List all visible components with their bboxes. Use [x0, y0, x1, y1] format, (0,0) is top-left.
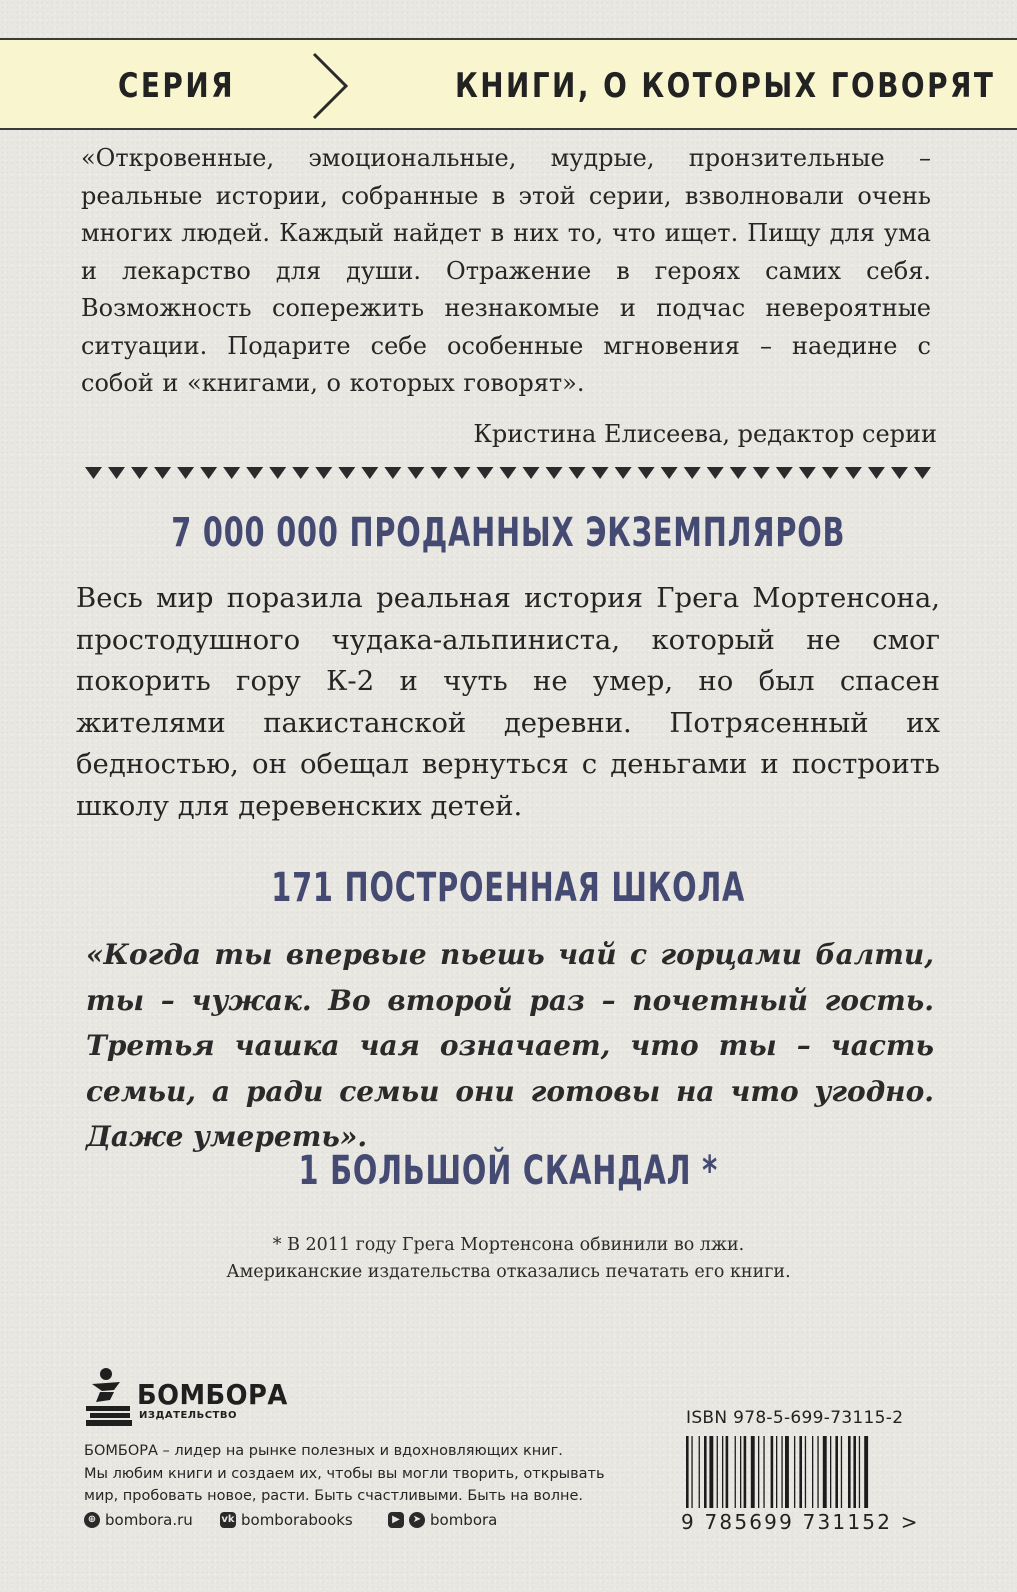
barcode-bar [686, 1436, 689, 1508]
divider-triangle [546, 467, 563, 479]
headline-sold-copies: 7 000 000 ПРОДАННЫХ ЭКЗЕМПЛЯРОВ [171, 510, 846, 556]
barcode-icon [686, 1436, 908, 1512]
editor-signature: Кристина Елисеева, редактор серии [473, 420, 937, 448]
editor-quote: «Откровенные, эмоциональные, мудрые, пронзительные – реальные истории, собранные в этой серии, взволновали очень многих людей. Каждый найдет в них то, что ищет. Пищу для ума и лекарство для души. Отражение в героях самих себя. Возможность сопережить незнакомые и подчас невероятные ситуации. Подарите себе особенные мгновения – наедине с собой и «книгами, о которых говорят». [81, 144, 931, 397]
headline-schools: 171 ПОСТРОЕННАЯ ШКОЛА [271, 865, 746, 911]
divider-triangle [407, 467, 424, 479]
barcode-bar [864, 1436, 868, 1508]
barcode-bar [853, 1436, 856, 1508]
divider-triangle [569, 467, 586, 479]
divider-triangle [868, 467, 885, 479]
divider-triangle [499, 467, 516, 479]
footnote-line-1: * В 2011 году Грега Мортенсона обвинили во лжи. [272, 1235, 745, 1255]
divider-triangle [85, 467, 102, 479]
divider-triangle [338, 467, 355, 479]
divider-triangle [914, 467, 931, 479]
divider-triangle [822, 467, 839, 479]
barcode-bar [812, 1436, 813, 1508]
telegram-icon: ➤ [409, 1512, 425, 1528]
chevron-right-icon [308, 50, 352, 122]
blurb-line: Мы любим книги и создаем их, чтобы вы могли творить, открывать [84, 1465, 605, 1482]
barcode-bar [830, 1436, 831, 1508]
publisher-logo-subtitle: ИЗДАТЕЛЬСТВО [139, 1410, 237, 1421]
barcode-bar [794, 1436, 795, 1508]
barcode-bar [704, 1436, 707, 1508]
series-name: КНИГИ, О КОТОРЫХ ГОВОРЯТ [455, 66, 996, 106]
barcode-bar [771, 1436, 774, 1508]
divider-triangle [592, 467, 609, 479]
barcode-bar [817, 1436, 818, 1508]
tea-quote: «Когда ты впервые пьешь чай с горцами балти, ты – чужак. Во второй раз – почетный гость. Третья чашка чая означает, что ты – часть семьи, а ради семьи они готовы на что угодно. Даже умереть». [86, 938, 934, 1153]
barcode-bar [758, 1436, 759, 1508]
barcode-bar [785, 1436, 789, 1508]
triangle-divider [82, 465, 934, 481]
divider-triangle [384, 467, 401, 479]
divider-triangle [891, 467, 908, 479]
social-youtube-telegram-text: bombora [430, 1511, 498, 1529]
barcode-digits: 9 785699 731152 > [681, 1510, 920, 1534]
social-website-text: bombora.ru [105, 1511, 193, 1529]
divider-triangle [615, 467, 632, 479]
globe-icon: ⊕ [84, 1512, 100, 1528]
divider-triangle [707, 467, 724, 479]
barcode-bar [835, 1436, 838, 1508]
story-paragraph: Весь мир поразила реальная история Грега Мортенсона, простодушного чудака-альпиниста, который не смог покорить гору К-2 и чуть не умер, но был спасен жителями пакистанской деревни. Потрясенный их бедностью, он обещал вернуться с деньгами и построить школу для деревенских детей. [76, 582, 940, 822]
barcode-bar [859, 1436, 860, 1508]
divider-triangle [661, 467, 678, 479]
barcode-bar [709, 1436, 713, 1508]
divider-triangle [638, 467, 655, 479]
divider-triangle [730, 467, 747, 479]
barcode-bar [799, 1436, 802, 1508]
divider-triangle [108, 467, 125, 479]
divider-triangle [154, 467, 171, 479]
barcode-bar [776, 1436, 777, 1508]
blurb-line: мир, пробовать новое, расти. Быть счастливыми. Быть на волне. [84, 1488, 584, 1504]
barcode-bar [691, 1436, 692, 1508]
publisher-logo-name: БОМБОРА [137, 1378, 288, 1411]
social-vk-text: bomborabooks [241, 1511, 353, 1529]
divider-triangle [269, 467, 286, 479]
divider-triangle [223, 467, 240, 479]
social-youtube-telegram[interactable] [388, 1511, 497, 1529]
barcode-bar [726, 1436, 729, 1508]
divider-triangle [177, 467, 194, 479]
barcode-bar [717, 1436, 718, 1508]
publisher-blurb [84, 1440, 644, 1508]
isbn-label: ISBN 978-5-699-73115-2 [686, 1408, 904, 1428]
divider-triangle [476, 467, 493, 479]
barcode-bar [735, 1436, 736, 1508]
barcode-bar [805, 1436, 806, 1508]
barcode-bar [744, 1436, 747, 1508]
divider-triangle [430, 467, 447, 479]
barcode-bar [841, 1436, 842, 1508]
bombora-logo-icon [84, 1366, 134, 1428]
series-label: СЕРИЯ [118, 66, 236, 106]
footnote-line-2: Американские издательства отказались печатать его книги. [226, 1262, 791, 1282]
vk-icon: vk [220, 1512, 236, 1528]
divider-triangle [776, 467, 793, 479]
barcode-bar [781, 1436, 782, 1508]
divider-triangle [361, 467, 378, 479]
divider-triangle [799, 467, 816, 479]
blurb-line: БОМБОРА – лидер на рынке полезных и вдохновляющих книг. [84, 1443, 563, 1459]
divider-triangle [200, 467, 217, 479]
divider-triangle [292, 467, 309, 479]
barcode-bar [751, 1436, 755, 1508]
youtube-icon: ▶ [388, 1512, 404, 1528]
divider-triangle [131, 467, 148, 479]
barcode-bar [722, 1436, 723, 1508]
barcode-bar [763, 1436, 764, 1508]
divider-triangle [315, 467, 332, 479]
headline-scandal: 1 БОЛЬШОЙ СКАНДАЛ * [298, 1148, 719, 1194]
social-vk[interactable] [220, 1511, 353, 1529]
social-website[interactable] [84, 1511, 193, 1529]
divider-triangle [453, 467, 470, 479]
barcode-bar [699, 1436, 700, 1508]
divider-triangle [753, 467, 770, 479]
divider-triangle [684, 467, 701, 479]
barcode-bar [848, 1436, 851, 1508]
divider-triangle [246, 467, 263, 479]
barcode-bar [740, 1436, 741, 1508]
divider-triangle [845, 467, 862, 479]
barcode-bar [823, 1436, 827, 1508]
divider-triangle [523, 467, 540, 479]
